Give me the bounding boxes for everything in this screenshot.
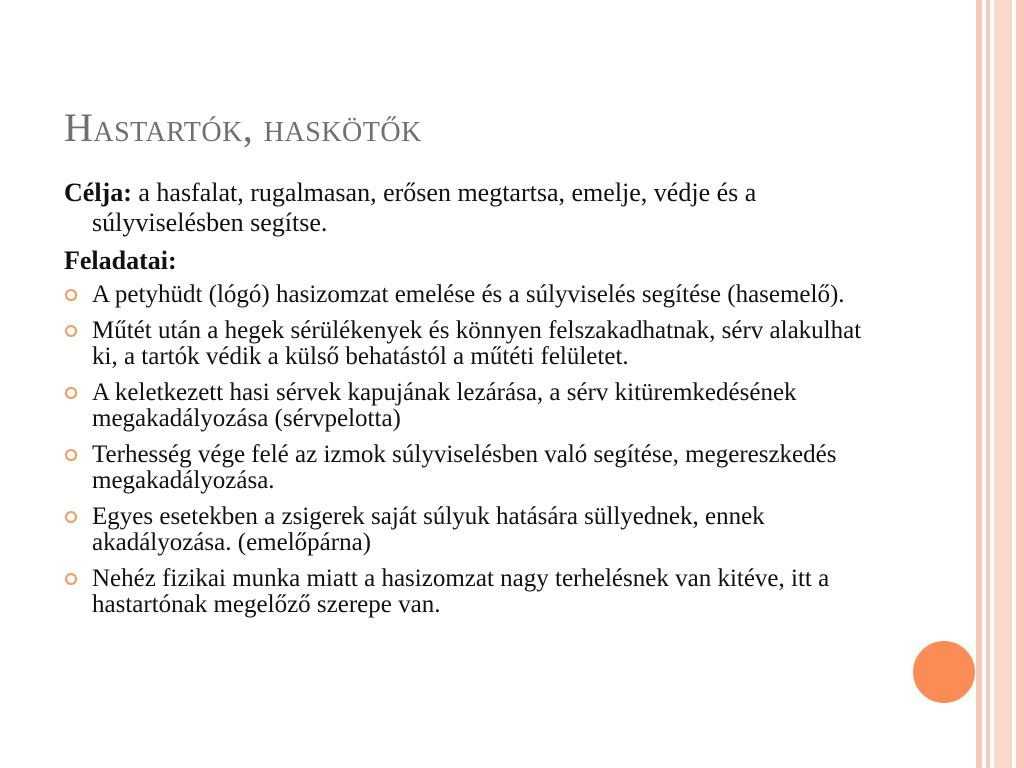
list-item: Műtét után a hegek sérülékenyek és könnyen felszakadhatnak, sérv alakulhat ki, a tartók védik a külső behatástól a műtéti felületet. — [64, 318, 884, 370]
list-item: Egyes esetekben a zsigerek saját súlyuk hatására süllyednek, ennek akadályozása. (emelőpárna) — [64, 504, 884, 556]
border-stripe — [976, 0, 982, 768]
bullet-icon — [65, 449, 77, 461]
list-item: A petyhüdt (lógó) hasizomzat emelése és a súlyviselés segítése (hasemelő). — [64, 282, 884, 308]
slide-content — [64, 178, 884, 628]
goal-text: a hasfalat, rugalmasan, erősen megtartsa, emelje, védje és a súlyviselésben segítse. — [92, 178, 757, 237]
bullet-icon — [65, 387, 77, 399]
border-stripe — [986, 0, 990, 768]
bullet-icon — [65, 573, 77, 585]
goal-label: Célja: — [64, 178, 132, 207]
bullet-icon — [65, 511, 77, 523]
list-item: Terhesség vége felé az izmok súlyviselésben való segítése, megereszkedés megakadályozása. — [64, 442, 884, 494]
border-stripe — [1016, 0, 1024, 768]
tasks-heading: Feladatai: — [64, 246, 177, 275]
bullet-icon — [65, 289, 77, 301]
decorative-circle-icon — [913, 641, 975, 703]
border-stripe — [994, 0, 1012, 768]
list-item: A keletkezett hasi sérvek kapujának lezárása, a sérv kitüremkedésének megakadályozása (sérvpelotta) — [64, 380, 884, 432]
bullet-icon — [65, 325, 77, 337]
tasks-list — [64, 282, 884, 618]
slide-title: Hastartók, haskötők — [64, 105, 422, 150]
goal-paragraph — [64, 178, 884, 238]
list-item: Nehéz fizikai munka miatt a hasizomzat nagy terhelésnek van kitéve, itt a hastartónak megelőző szerepe van. — [64, 566, 884, 618]
